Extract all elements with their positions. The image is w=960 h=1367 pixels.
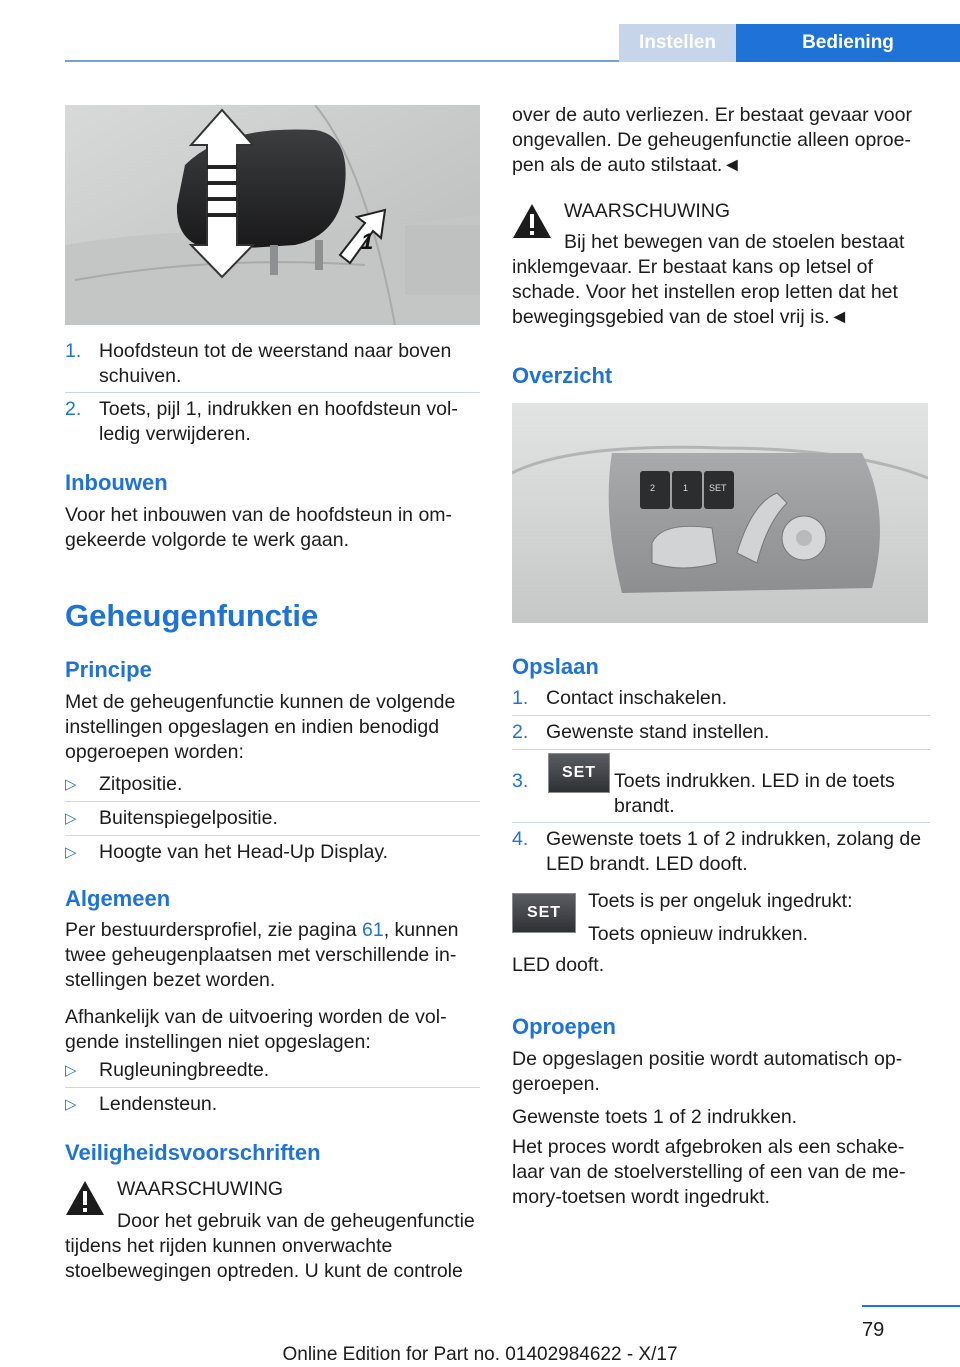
step-text: Contact inschakelen. (546, 687, 728, 709)
warning-label: WAARSCHUWING (564, 200, 731, 222)
oproepen-text3: Het proces wordt afgebroken als een schakelaar van de stoelverstelling of een van de memory-toetsen wordt ingedrukt. (512, 1136, 906, 1208)
step-number: 1. (65, 340, 82, 362)
continued-warning-text: over de auto verliezen. Er bestaat gevaar voor ongevallen. De geheugenfunctie alleen oproepen als de auto stilstaat.◄ (512, 104, 912, 176)
triangle-bullet-icon: ▷ (65, 776, 77, 793)
bullet-text: Buitenspiegelpositie. (99, 807, 278, 829)
tab-bediening[interactable]: Bediening (736, 24, 960, 62)
memory-button-2-label: 2 (650, 483, 656, 493)
removal-steps (65, 339, 480, 447)
opslaan-steps (512, 686, 930, 745)
headrest-illustration (65, 105, 480, 325)
step-number: 3. (512, 770, 529, 792)
set-button-icon: SET (512, 893, 576, 933)
memory-button-1-label: 1 (683, 483, 689, 493)
seat-controls-illustration (512, 403, 928, 623)
step-number: 2. (65, 398, 82, 420)
list-item (65, 397, 480, 447)
heading-principe: Principe (65, 657, 152, 682)
divider (65, 835, 480, 836)
bullet-text: Rugleuningbreedte. (99, 1059, 270, 1081)
heading-oproepen: Oproepen (512, 1014, 616, 1039)
step-number: 1. (512, 687, 529, 709)
oproepen-text2: Gewenste toets 1 of 2 indrukken. (512, 1106, 798, 1128)
heading-algemeen: Algemeen (65, 886, 171, 911)
list-item (512, 686, 930, 711)
bullet-text: Hoogte van het Head-Up Display. (99, 841, 389, 863)
step-text: Gewenste stand instellen. (546, 721, 770, 743)
figure-callout-1: 1 (361, 229, 374, 254)
headrest-figure (65, 105, 480, 325)
list-item (512, 764, 930, 819)
divider (65, 1087, 480, 1088)
list-item (65, 1058, 480, 1083)
heading-veiligheid: Veiligheidsvoorschriften (65, 1140, 321, 1165)
list-item (512, 827, 930, 877)
edition-footer: Online Edition for Part no. 01402984622 - X/17 (282, 1344, 678, 1365)
algemeen-text (65, 918, 480, 993)
divider (65, 801, 480, 802)
note-line-1: Toets is per ongeluk ingedrukt: (588, 890, 853, 912)
list-item (65, 840, 480, 865)
page-title: Geheugenfunctie (65, 598, 319, 633)
divider (512, 715, 930, 716)
bullet-text: Zitpositie. (99, 773, 183, 795)
principe-text: Met de geheugenfunctie kunnen de volgende instellingen opgeslagen en indien benodigd opgeroepen worden: (65, 691, 456, 763)
list-item (65, 1092, 480, 1117)
list-item (65, 339, 480, 389)
set-button-icon: SET (548, 753, 610, 793)
divider (512, 822, 930, 823)
algemeen-text2: Afhankelijk van de uitvoering worden de volgende instellingen niet opgeslagen: (65, 1006, 447, 1053)
step-text: Hoofdsteun tot de weerstand naar boven schuiven. (99, 340, 452, 387)
step-number: 4. (512, 828, 529, 850)
note-after: LED dooft. (512, 954, 605, 976)
list-item (65, 806, 480, 831)
list-item (512, 827, 930, 877)
bullet-text: Lendensteun. (99, 1093, 218, 1115)
warning-text: Door het gebruik van de geheugenfunctie tijdens het rijden kunnen onverwachte stoelbewegingen optreden. U kunt de controle (65, 1210, 475, 1282)
step-text: Toets indrukken. LED in de toets brandt. (614, 770, 895, 817)
triangle-bullet-icon: ▷ (65, 1096, 77, 1113)
note-line-2: Toets opnieuw indrukken. (588, 923, 809, 945)
list-item (65, 772, 480, 797)
list-item (512, 720, 930, 745)
oproepen-text1: De opgeslagen positie wordt automatisch opgeroepen. (512, 1048, 903, 1095)
heading-inbouwen: Inbouwen (65, 470, 168, 495)
algemeen-bullets (65, 1058, 480, 1117)
divider (65, 392, 480, 393)
inbouwen-text: Voor het inbouwen van de hoofdsteun in omgekeerde volgorde te werk gaan. (65, 504, 453, 551)
step-text: Gewenste toets 1 of 2 indrukken, zolang de LED brandt. LED dooft. (546, 828, 922, 875)
heading-opslaan: Opslaan (512, 654, 599, 679)
principe-bullets (65, 772, 480, 865)
page-number: 79 (862, 1319, 885, 1341)
step-number: 2. (512, 721, 529, 743)
triangle-bullet-icon: ▷ (65, 810, 77, 827)
tab-instellen[interactable]: Instellen (619, 24, 736, 62)
triangle-bullet-icon: ▷ (65, 1062, 77, 1079)
warning-text: Bij het bewegen van de stoelen bestaat inklemgevaar. Er bestaat kans op letsel of schade. Voor het instellen erop letten dat het bewegingsgebied van de stoel vrij is.◄ (512, 231, 905, 328)
algemeen-text-part: Per bestuurdersprofiel, zie pagina (65, 919, 363, 941)
page-link[interactable]: 61 (362, 919, 384, 941)
set-button-label: SET (709, 483, 727, 493)
warning-label: WAARSCHUWING (117, 1178, 284, 1200)
heading-overzicht: Overzicht (512, 363, 613, 388)
divider (512, 749, 930, 750)
step-text: Toets, pijl 1, indrukken en hoofdsteun volledig verwijderen. (99, 398, 458, 445)
seat-controls-figure (512, 403, 928, 623)
triangle-bullet-icon: ▷ (65, 844, 77, 861)
footer-rule (862, 1305, 960, 1307)
algemeen-text-part: , kunnen twee geheugenplaatsen met verschillende instellingen bezet worden. (65, 919, 459, 991)
